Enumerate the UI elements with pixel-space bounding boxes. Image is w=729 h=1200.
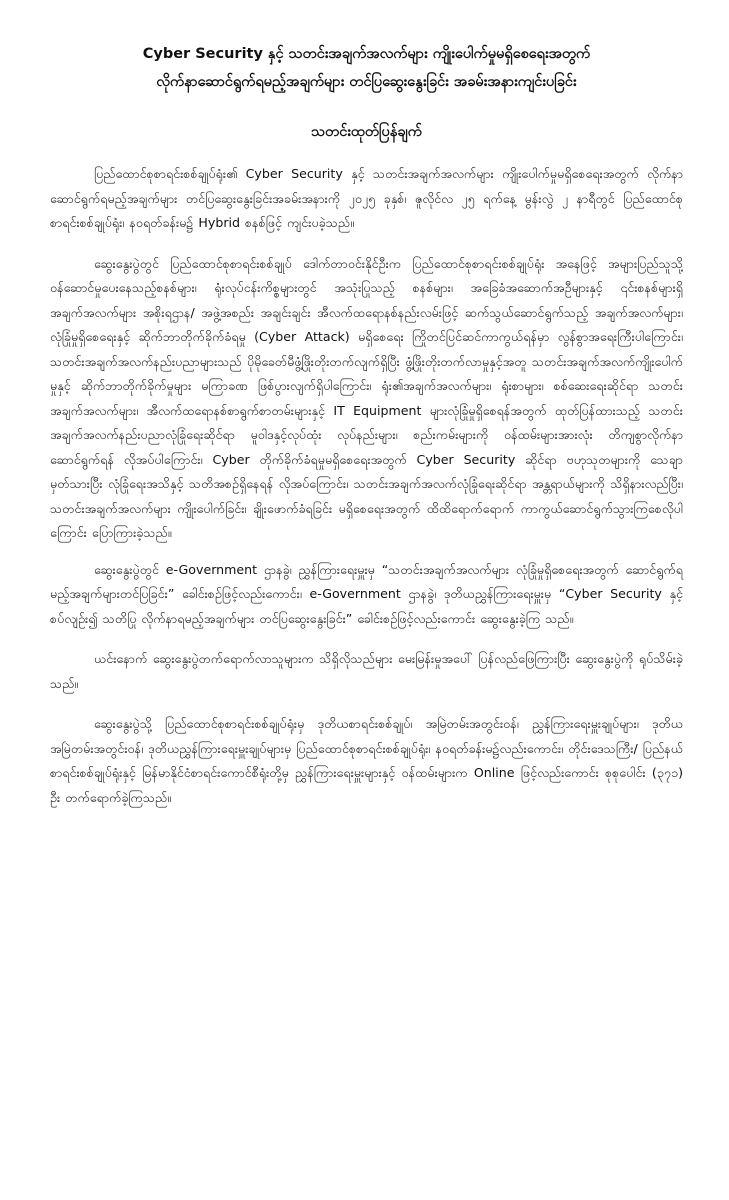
paragraph-qa: ယင်းနောက် ဆွေးနွေးပွဲတက်ရောက်လာသူများက သိရှိလိုသည်များ မေးမြန်းမှုအပေါ် ပြန်လည်ဖြေကြားပြီး ဆွေးနွေးပွဲကို ရုပ်သိမ်းခဲ့သည်။: [50, 651, 683, 691]
title-line-2: လိုက်နာဆောင်ရွက်ရမည့်အချက်များ တင်ပြဆွေးနွေးခြင်း အခမ်းအနားကျင်းပခြင်း: [156, 74, 577, 90]
title-line-1: Cyber Security နှင့် သတင်းအချက်အလက်များ ကျိုးပေါက်မှုမရှိစေရေးအတွက်: [142, 46, 591, 62]
paragraph-opening: ပြည်ထောင်စုစာရင်းစစ်ချုပ်ရုံး၏ Cyber Security နှင့် သတင်းအချက်အလက်များ ကျိုးပေါက်မှုမရှိစေရေးအတွက် လိုက်နာဆောင်ရွက်ရမည့်အချက်များ တင်ပြဆွေးနွေးခြင်းအခမ်းအနားကို ၂၀၂၅ ခုနှစ်၊ ဇူလိုင်လ ၂၅ ရက်နေ့ မွန်းလွဲ ၂ နာရီတွင် ပြည်ထောင်စုစာရင်းစစ်ချုပ်ရုံး၊ န၀ရတ်ခန်းမ၌ Hybrid စနစ်ဖြင့် ကျင်းပခဲ့သည်။: [50, 166, 683, 230]
paragraph-speech: ဆွေးနွေးပွဲတွင် ပြည်ထောင်စုစာရင်းစစ်ချုပ် ဒေါက်တာဝင်းနိုင်ဦးက ပြည်ထောင်စုစာရင်းစစ်ချုပ်ရုံး အနေဖြင့် အများပြည်သူသို့ ဝန်ဆောင်မှုပေးနေသည့်စနစ်များ၊ ရုံးလုပ်ငန်းကိစ္စများတွင် အသုံးပြုသည့် စနစ်များ၊ အခြေခံအဆောက်အဦများနှင့် ၎င်းစနစ်များရှိ အချက်အလက်များ အစိုးရဌာန/ အဖွဲ့အစည်း အချင်းချင်း အီလက်ထရောနစ်နည်းလမ်းဖြင့် ဆက်သွယ်ဆောင်ရွက်သည့် အချက်အလက်များ၊ လုံခြုံမှုရှိစေရေးနှင့် ဆိုက်ဘာတိုက်ခိုက်ခံရမှု (Cyber Attack) မရှိစေရေး ကြိုတင်ပြင်ဆင်ကာကွယ်ရန်မှာ လွန်စွာအရေးကြီးပါကြောင်း၊ သတင်းအချက်အလက်နည်းပညာများသည် ပိုမိုခေတ်မီဖွံ့ဖြိုးတိုးတက်လျက်ရှိပြီး ဖွံ့ဖြိုးတိုးတက်လာမှုနှင့်အတူ သတင်းအချက်အလက်ကျိုးပေါက်မှုနှင့် ဆိုက်ဘာတိုက်ခိုက်မှုများ မကြာခဏ ဖြစ်ပွားလျက်ရှိပါကြောင်း၊ ရုံး၏အချက်အလက်များ၊ ရုံးစာများ၊ စစ်ဆေးရေးဆိုင်ရာ သတင်းအချက်အလက်များ၊ အီလက်ထရောနစ်စာရွက်စာတမ်းများနှင့် IT Equipment များလုံခြုံမှုရှိစေရန်အတွက် ထုတ်ပြန်ထားသည့် သတင်းအချက်အလက်နည်းပညာလုံခြုံရေးဆိုင်ရာ မူဝါဒနှင့်လုပ်ထုံး လုပ်နည်းများ၊ စည်းကမ်းများကို ဝန်ထမ်းများအားလုံး တိကျစွာလိုက်နာ ဆောင်ရွက်ရန် လိုအပ်ပါကြောင်း၊ Cyber တိုက်ခိုက်ခံရမှုမရှိစေရေးအတွက် Cyber Security ဆိုင်ရာ ဗဟုသုတများကို သေချာမှတ်သားပြီး လုံခြုံရေးအသိနှင့် သတိအစဉ်ရှိနေရန် လိုအပ်ကြောင်း၊ သတင်းအချက်အလက်လုံခြုံရေးဆိုင်ရာ အန္တရာယ်များကို သိရှိနားလည်ပြီး၊ သတင်းအချက်အလက်များ ကျိုးပေါက်ခြင်း၊ ချိုးဖောက်ခံရခြင်း မရှိစေရေးအတွက် ထိထိရောက်ရောက် ကာကွယ်ဆောင်ရွက်သွားကြစေလိုပါကြောင်း ပြောကြားခဲ့သည်။: [50, 255, 683, 540]
document-subtitle: သတင်းထုတ်ပြန်ချက်: [311, 124, 422, 140]
document-title: [50, 40, 683, 96]
paragraph-presentations: ဆွေးနွေးပွဲတွင် e-Government ဌာနခွဲ၊ ညွှန်ကြားရေးမှူးမှ “သတင်းအချက်အလက်များ လုံခြုံမှုရှိစေရေးအတွက် ဆောင်ရွက်ရမည့်အချက်များတင်ပြခြင်း” ခေါင်းစဉ်ဖြင့်လည်းကောင်း၊ e-Government ဌာနခွဲ၊ ဒုတိယညွှန်ကြားရေးမှူးမှ “Cyber Security နှင့်စပ်လျဉ်း၍ သတိပြု လိုက်နာရမည့်အချက်များ တင်ပြဆွေးနွေးခြင်း” ခေါင်းစဉ်ဖြင့်လည်းကောင်း ဆွေးနွေးခဲ့ကြ သည်။: [50, 561, 683, 626]
paragraph-attendance: ဆွေးနွေးပွဲသို့ ပြည်ထောင်စုစာရင်းစစ်ချုပ်ရုံးမှ ဒုတိယစာရင်းစစ်ချုပ်၊ အမြဲတမ်းအတွင်းဝန်၊ ညွှန်ကြားရေးမှူးချုပ်များ၊ ဒုတိယအမြဲတမ်းအတွင်းဝန်၊ ဒုတိယညွှန်ကြားရေးမှူးချုပ်များမှ ပြည်ထောင်စုစာရင်းစစ်ချုပ်ရုံး၊ န၀ရတ်ခန်းမ၌လည်းကောင်း၊ တိုင်းဒေသကြီး/ ပြည်နယ်စာရင်းစစ်ချုပ်ရုံးနှင့် မြန်မာနိုင်ငံစာရင်းကောင်စီရုံးတို့မှ ညွှန်ကြားရေးမှူးများနှင့် ဝန်ထမ်းများက Online ဖြင့်လည်းကောင်း စုစုပေါင်း (၃၇၁) ဦး တက်ရောက်ခဲ့ကြသည်။: [50, 716, 683, 805]
